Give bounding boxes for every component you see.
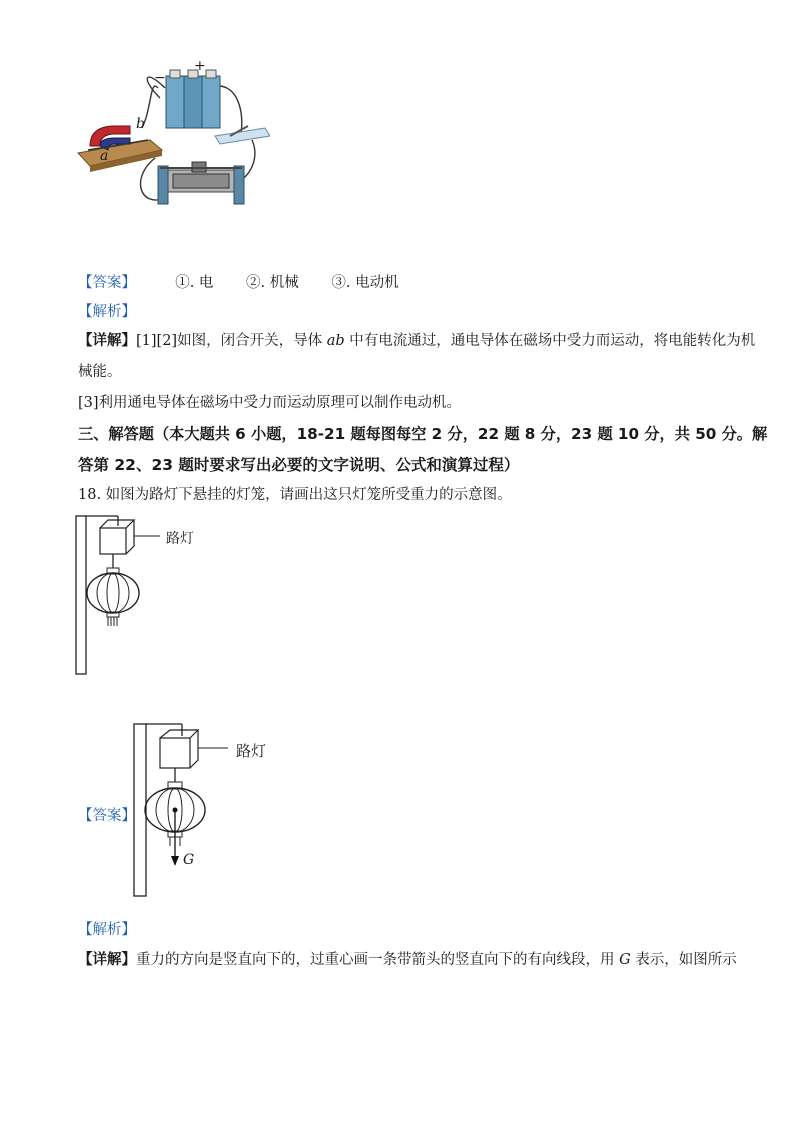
answer-option-3: ③. 电动机 (331, 275, 399, 291)
q18-analysis-tag: 【解析】 (78, 922, 136, 938)
motor-experiment-figure (70, 58, 270, 218)
q17-detail-line2: 械能。 (78, 364, 122, 380)
q17-detail-line1 (78, 331, 755, 351)
label-minus: − (154, 70, 166, 86)
answer-option-2: ②. 机械 (246, 275, 299, 291)
detail-text: 重力的方向是竖直向下的，过重心画一条带箭头的竖直向下的有向线段，用 (136, 952, 620, 968)
q18-answer-tag: 【答案】 (78, 808, 136, 824)
label-b: b (136, 116, 145, 132)
q18-detail-line (78, 950, 737, 970)
section-heading-line1: 三、解答题（本大题共 6 小题，18-21 题每图每空 2 分，22 题 8 分，23 题 10 分，共 50 分。解 (78, 425, 768, 443)
detail-text: 表示，如图所示 (630, 952, 737, 968)
q17-answer-line (78, 273, 427, 293)
lantern-answer-figure (128, 718, 298, 903)
label-a: a (100, 148, 109, 164)
q17-analysis-tag: 【解析】 (78, 304, 136, 320)
label-plus: + (194, 58, 206, 74)
q18-question: 18. 如图为路灯下悬挂的灯笼，请画出这只灯笼所受重力的示意图。 (78, 487, 512, 503)
gravity-symbol: G (619, 952, 631, 968)
lantern-figure (70, 510, 220, 680)
detail-text: [1][2]如图，闭合开关，导体 (136, 333, 327, 349)
detail-tag: 【详解】 (78, 332, 136, 349)
answer-tag: 【答案】 (78, 275, 136, 291)
section-heading-line2: 答第 22、23 题时要求写出必要的文字说明、公式和演算过程） (78, 456, 520, 474)
detail-text: 中有电流通过，通电导体在磁场中受力而运动，将电能转化为机 (344, 333, 756, 349)
answer-option-1: ①. 电 (175, 275, 214, 291)
detail-tag: 【详解】 (78, 951, 136, 968)
q17-detail-line3: [3]利用通电导体在磁场中受力而运动原理可以制作电动机。 (78, 395, 462, 411)
street-lamp-label: 路灯 (166, 531, 194, 547)
gravity-label: G (183, 852, 195, 868)
conductor-ab: ab (326, 333, 345, 349)
street-lamp-label-answer: 路灯 (236, 742, 267, 760)
